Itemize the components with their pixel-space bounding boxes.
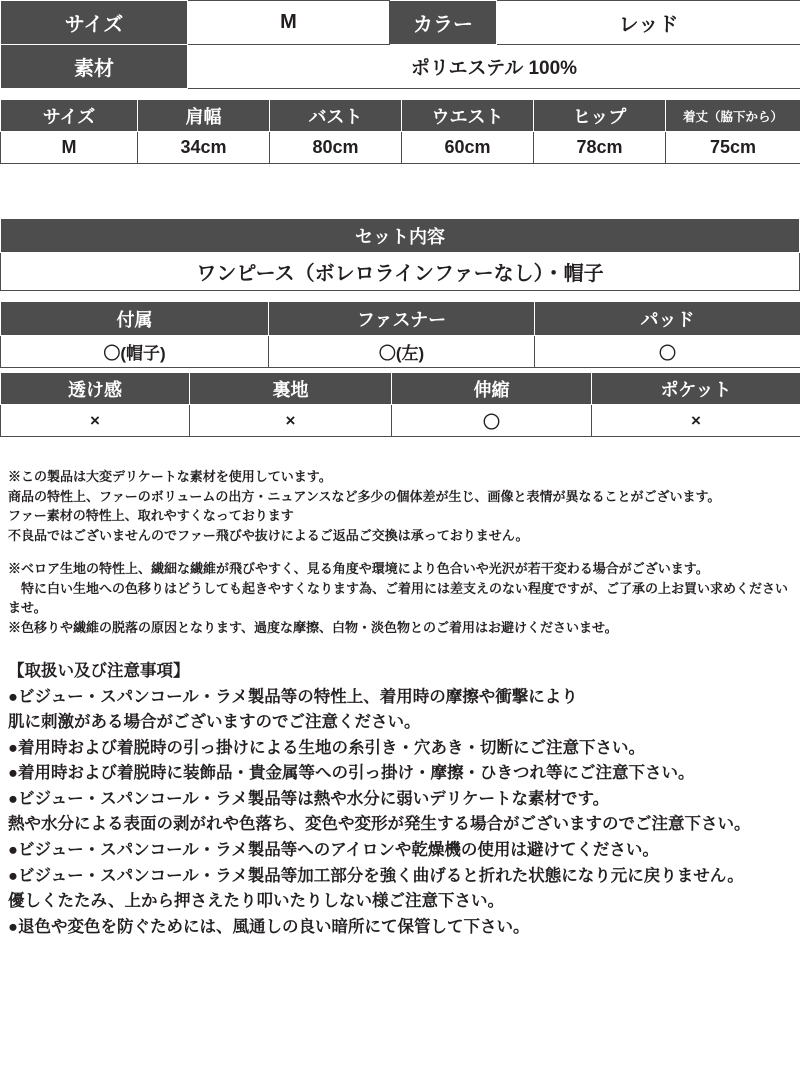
set-contents-header: セット内容 [1, 219, 800, 253]
spacer [0, 437, 800, 467]
attribute-table-1 [0, 301, 800, 368]
spec-size-value: M [188, 1, 390, 45]
attr-value-lining: × [190, 405, 392, 437]
attr-value-pocket: × [592, 405, 800, 437]
measurement-table [0, 99, 800, 164]
care-line: ●着用時および着脱時の引っ掛けによる生地の糸引き・穴あき・切断にご注意下さい。 [8, 738, 645, 757]
attr-header-sheer: 透け感 [1, 373, 190, 405]
attr-header-lining: 裏地 [190, 373, 392, 405]
attr-value-accessory: 〇(帽子) [1, 336, 269, 368]
table-row [1, 1, 800, 45]
table-row [1, 336, 800, 368]
measure-value-waist: 60cm [402, 132, 534, 164]
care-line: 肌に刺激がある場合がございますのでご注意ください。 [8, 713, 421, 732]
notes-block-2 [8, 559, 792, 637]
care-line: 優しくたたみ、上から押さえたり叩いたりしない様ご注意下さい。 [8, 892, 504, 911]
measure-value-size: M [1, 132, 138, 164]
measure-header-length: 着丈（脇下から） [666, 100, 800, 132]
care-instructions-section [0, 659, 800, 940]
set-contents-table [0, 218, 800, 291]
measure-value-shoulder: 34cm [138, 132, 270, 164]
notes-section [0, 467, 800, 637]
spec-color-header: カラー [390, 1, 497, 45]
note-line: ※ベロア生地の特性上、繊細な繊維が飛びやすく、見る角度や環境により色合いや光沢が若干変わる場合がございます。 [8, 561, 709, 576]
notes-block-1 [8, 467, 792, 545]
table-row [1, 132, 800, 164]
attribute-table-2 [0, 372, 800, 437]
attr-value-pad: 〇 [535, 336, 800, 368]
spec-size-header: サイズ [1, 1, 188, 45]
note-line: ファー素材の特性上、取れやすくなっております [8, 508, 294, 523]
measure-header-bust: バスト [270, 100, 402, 132]
measure-value-bust: 80cm [270, 132, 402, 164]
spec-table [0, 0, 800, 89]
table-row [1, 253, 800, 291]
measure-header-shoulder: 肩幅 [138, 100, 270, 132]
measure-header-size: サイズ [1, 100, 138, 132]
attr-value-zipper: 〇(左) [269, 336, 535, 368]
attr-value-stretch: 〇 [392, 405, 592, 437]
attr-header-zipper: ファスナー [269, 302, 535, 336]
table-row [1, 405, 800, 437]
care-line: ●ビジュー・スパンコール・ラメ製品等の特性上、着用時の摩擦や衝撃により [8, 687, 578, 706]
table-header-row [1, 373, 800, 405]
note-line: 不良品ではございませんのでファー飛びや抜けによるご返品ご交換は承っておりません。 [8, 527, 529, 543]
attr-header-pad: パッド [535, 302, 800, 336]
spec-material-value: ポリエステル 100% [188, 45, 800, 89]
table-header-row [1, 302, 800, 336]
spacer [0, 651, 800, 659]
measure-header-hip: ヒップ [534, 100, 666, 132]
set-contents-value: ワンピース（ボレロラインファーなし）・帽子 [1, 253, 800, 291]
care-line: ●ビジュー・スパンコール・ラメ製品等は熱や水分に弱いデリケートな素材です。 [8, 789, 610, 808]
attr-header-accessory: 付属 [1, 302, 269, 336]
spacer [0, 89, 800, 99]
care-line: 熱や水分による表面の剥がれや色落ち、変色や変形が発生する場合がございますのでご注意下さい。 [8, 815, 751, 834]
note-line: 特に白い生地への色移りはどうしても起きやすくなります為、ご着用には差支えのない程度ですが、ご了承の上お買い求めくださいませ。 [8, 580, 789, 615]
spec-color-value: レッド [497, 1, 800, 45]
note-line: ※色移りや繊維の脱落の原因となります、過度な摩擦、白物・淡色物とのご着用はお避けくださいませ。 [8, 619, 618, 635]
table-row [1, 45, 800, 89]
measure-header-waist: ウエスト [402, 100, 534, 132]
table-header-row [1, 219, 800, 253]
spec-material-header: 素材 [1, 45, 188, 89]
care-line: ●着用時および着脱時に装飾品・貴金属等への引っ掛け・摩擦・ひきつれ等にご注意下さい。 [8, 764, 695, 783]
note-line: ※この製品は大変デリケートな素材を使用しています。 [8, 469, 332, 484]
measure-value-length: 75cm [666, 132, 800, 164]
care-line: ●ビジュー・スパンコール・ラメ製品等加工部分を強く曲げると折れた状態になり元に戻りません。 [8, 866, 744, 885]
note-line: 商品の特性上、ファーのボリュームの出方・ニュアンスなど多少の個体差が生じ、画像と表情が異なることがございます。 [8, 488, 721, 504]
care-title: 【取扱い及び注意事項】 [8, 662, 190, 680]
attr-header-pocket: ポケット [592, 373, 800, 405]
attr-header-stretch: 伸縮 [392, 373, 592, 405]
spacer [0, 291, 800, 301]
attr-value-sheer: × [1, 405, 190, 437]
care-line: ●退色や変色を防ぐためには、風通しの良い暗所にて保管して下さい。 [8, 917, 530, 936]
spacer [0, 164, 800, 218]
care-line: ●ビジュー・スパンコール・ラメ製品等へのアイロンや乾燥機の使用は避けてください。 [8, 840, 659, 859]
measure-value-hip: 78cm [534, 132, 666, 164]
table-header-row [1, 100, 800, 132]
